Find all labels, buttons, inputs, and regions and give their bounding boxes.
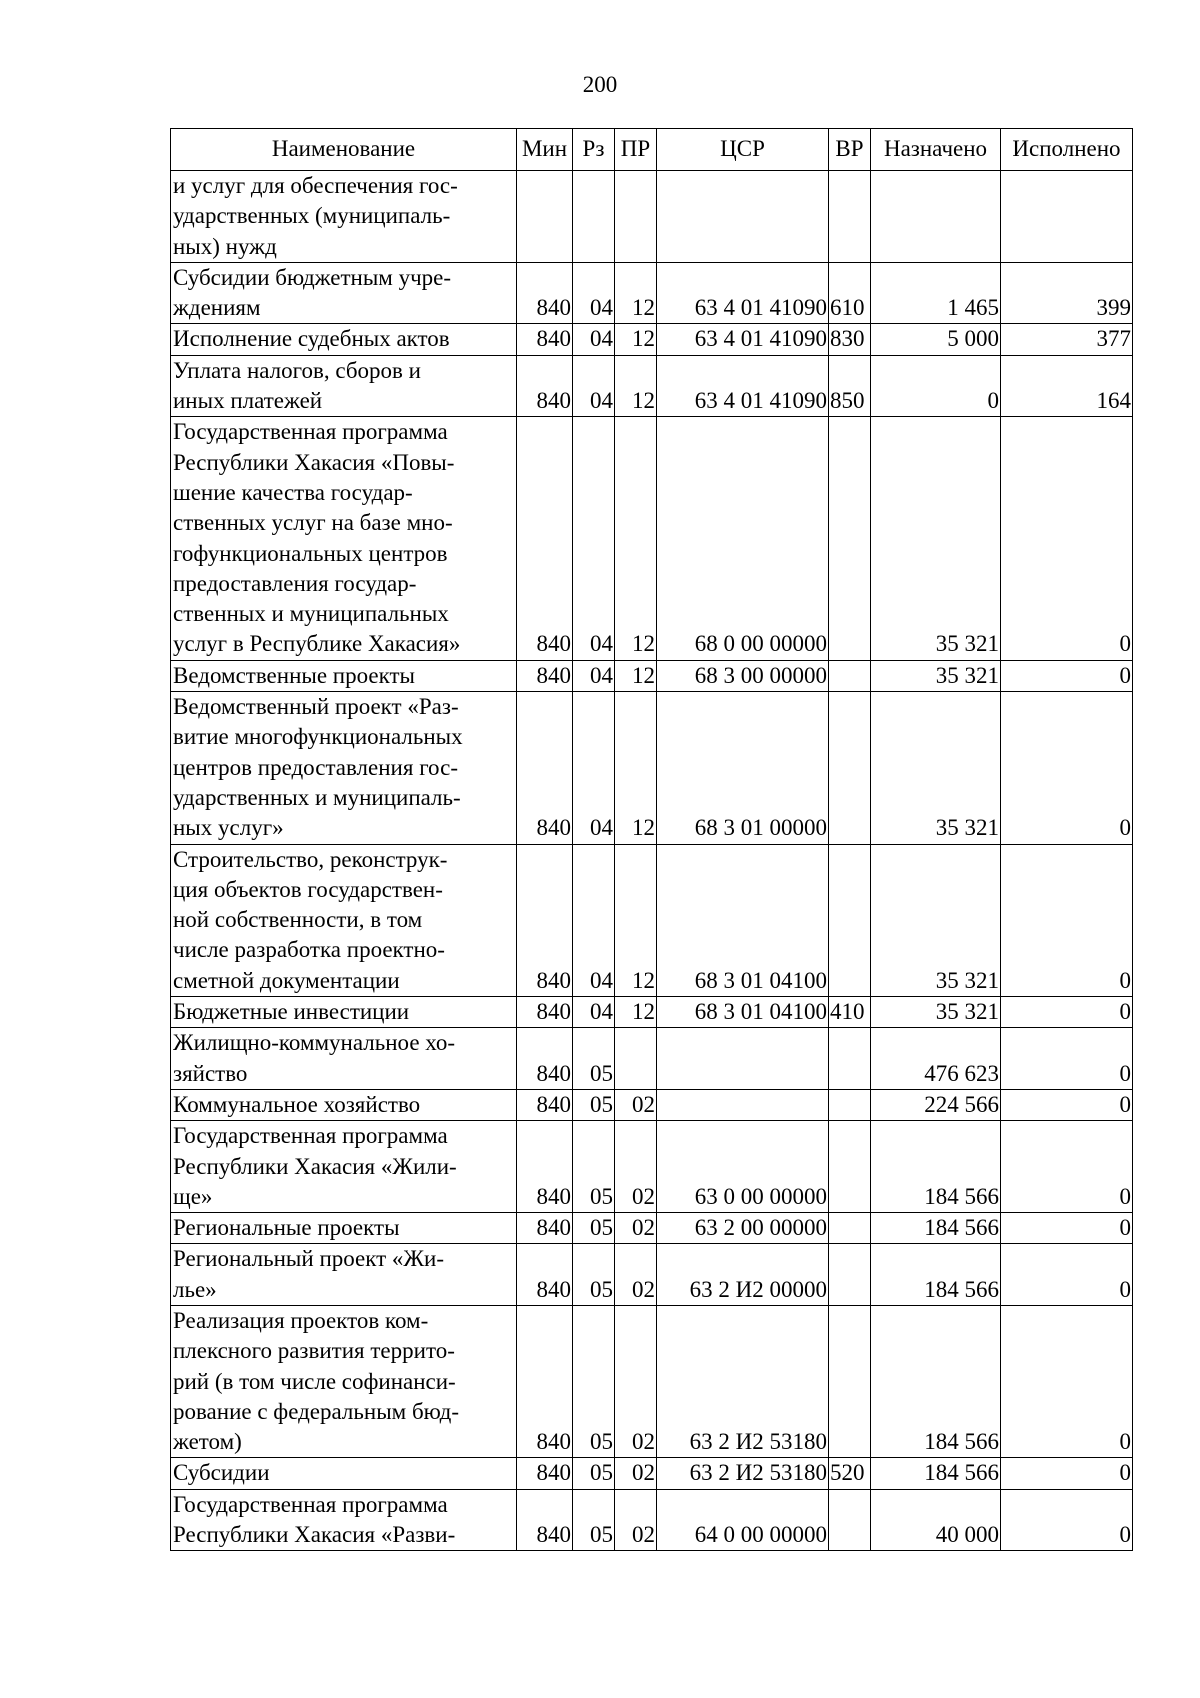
row-name-line: Коммунальное хозяйство (173, 1091, 421, 1117)
row-rz-cell: 05 (573, 1028, 615, 1090)
row-name-line: Ведомственные проекты (173, 662, 415, 688)
row-csr-cell: 64 0 00 00000 (657, 1489, 829, 1551)
row-vr-cell (829, 171, 871, 263)
row-name-line: жетом) (173, 1429, 242, 1455)
row-assigned-cell: 5 000 (871, 324, 1001, 355)
row-rz-cell: 04 (573, 324, 615, 355)
row-assigned-cell: 1 465 (871, 262, 1001, 324)
row-executed-cell (1001, 171, 1133, 263)
table-row (171, 997, 1133, 1028)
table-row (171, 660, 1133, 691)
column-header-assigned: Назначено (871, 129, 1001, 171)
row-name-line: Ведомственный проект «Раз- (173, 694, 459, 720)
row-name-line: услуг в Республике Хакасия» (173, 631, 461, 657)
row-name-cell (171, 171, 517, 263)
table-row (171, 1213, 1133, 1244)
row-min-cell: 840 (517, 844, 573, 996)
row-name-line: ударственных (муниципаль- (173, 203, 451, 229)
table-row (171, 417, 1133, 660)
row-name-line: Республики Хакасия «Повы- (173, 449, 455, 475)
row-name-line: Региональные проекты (173, 1215, 400, 1241)
row-csr-cell: 63 2 И2 53180 (657, 1305, 829, 1457)
row-assigned-cell: 184 566 (871, 1244, 1001, 1306)
row-assigned-cell: 224 566 (871, 1089, 1001, 1120)
row-vr-cell (829, 1028, 871, 1090)
row-name-line: Бюджетные инвестиции (173, 999, 410, 1025)
row-executed-cell: 399 (1001, 262, 1133, 324)
row-name-line: предоставления государ- (173, 570, 417, 596)
table-row (171, 324, 1133, 355)
row-executed-cell: 0 (1001, 1121, 1133, 1213)
row-vr-cell (829, 1244, 871, 1306)
row-min-cell: 840 (517, 1489, 573, 1551)
row-name-line: Государственная программа (173, 419, 448, 445)
row-executed-cell: 0 (1001, 1089, 1133, 1120)
row-name-cell (171, 1305, 517, 1457)
row-vr-cell (829, 1305, 871, 1457)
row-min-cell: 840 (517, 1244, 573, 1306)
row-csr-cell: 63 4 01 41090 (657, 324, 829, 355)
page-number: 200 (582, 72, 618, 97)
row-name-line: гофункциональных центров (173, 540, 448, 566)
row-min-cell: 840 (517, 1213, 573, 1244)
row-csr-cell: 68 3 01 04100 (657, 844, 829, 996)
row-csr-cell: 63 0 00 00000 (657, 1121, 829, 1213)
row-name-cell (171, 1028, 517, 1090)
row-rz-cell: 05 (573, 1121, 615, 1213)
row-pr-cell: 02 (615, 1121, 657, 1213)
row-name-line: Реализация проектов ком- (173, 1307, 429, 1333)
row-assigned-cell: 35 321 (871, 692, 1001, 844)
row-executed-cell: 0 (1001, 1305, 1133, 1457)
row-name-cell (171, 844, 517, 996)
column-header-pr: ПР (615, 129, 657, 171)
row-assigned-cell: 184 566 (871, 1305, 1001, 1457)
row-csr-cell: 68 3 01 04100 (657, 997, 829, 1028)
row-assigned-cell: 184 566 (871, 1213, 1001, 1244)
row-name-line: иных платежей (173, 388, 323, 414)
row-executed-cell: 0 (1001, 692, 1133, 844)
row-vr-cell (829, 1089, 871, 1120)
row-rz-cell: 04 (573, 262, 615, 324)
row-pr-cell: 12 (615, 355, 657, 417)
row-name-cell (171, 324, 517, 355)
row-executed-cell: 0 (1001, 844, 1133, 996)
row-rz-cell: 05 (573, 1244, 615, 1306)
row-rz-cell: 05 (573, 1305, 615, 1457)
row-assigned-cell: 184 566 (871, 1458, 1001, 1489)
row-rz-cell: 05 (573, 1089, 615, 1120)
column-header-rz: Рз (573, 129, 615, 171)
table-row (171, 844, 1133, 996)
row-name-line: ных услуг» (173, 815, 284, 841)
row-rz-cell (573, 171, 615, 263)
table-row (171, 171, 1133, 263)
row-assigned-cell: 184 566 (871, 1121, 1001, 1213)
table-row (171, 692, 1133, 844)
row-name-line: Республики Хакасия «Жили- (173, 1153, 457, 1179)
column-header-name: Наименование (171, 129, 517, 171)
row-name-line: лье» (173, 1276, 217, 1302)
table-row (171, 1305, 1133, 1457)
row-pr-cell: 12 (615, 417, 657, 660)
row-min-cell (517, 171, 573, 263)
row-assigned-cell: 35 321 (871, 417, 1001, 660)
row-name-line: Государственная программа (173, 1491, 448, 1517)
row-name-line: числе разработка проектно- (173, 937, 445, 963)
row-vr-cell (829, 1213, 871, 1244)
row-executed-cell: 377 (1001, 324, 1133, 355)
table-header-row (171, 129, 1133, 171)
row-name-line: ных) нужд (173, 233, 277, 259)
row-name-line: ственных и муниципальных (173, 601, 449, 627)
row-pr-cell: 12 (615, 844, 657, 996)
row-name-line: Региональный проект «Жи- (173, 1246, 444, 1272)
row-executed-cell: 0 (1001, 1489, 1133, 1551)
row-assigned-cell: 35 321 (871, 660, 1001, 691)
row-name-line: рий (в том числе софинанси- (173, 1368, 456, 1394)
row-assigned-cell: 40 000 (871, 1489, 1001, 1551)
row-name-line: Государственная программа (173, 1123, 448, 1149)
row-rz-cell: 05 (573, 1458, 615, 1489)
row-min-cell: 840 (517, 324, 573, 355)
row-csr-cell (657, 1028, 829, 1090)
row-name-line: и услуг для обеспечения гос- (173, 173, 458, 198)
row-executed-cell: 0 (1001, 1458, 1133, 1489)
row-vr-cell (829, 844, 871, 996)
row-rz-cell: 04 (573, 660, 615, 691)
row-name-line: Субсидии (173, 1460, 270, 1486)
row-name-line: рование с федеральным бюд- (173, 1398, 460, 1424)
row-executed-cell: 0 (1001, 1028, 1133, 1090)
row-executed-cell: 0 (1001, 417, 1133, 660)
row-name-line: Жилищно-коммунальное хо- (173, 1030, 456, 1056)
row-name-line: Строительство, реконструк- (173, 846, 448, 872)
row-min-cell: 840 (517, 262, 573, 324)
row-name-line: шение качества государ- (173, 479, 413, 505)
row-name-cell (171, 1089, 517, 1120)
table-row (171, 355, 1133, 417)
row-name-cell (171, 1213, 517, 1244)
row-name-line: плексного развития террито- (173, 1338, 455, 1364)
row-vr-cell: 850 (829, 355, 871, 417)
row-name-line: Субсидии бюджетным учре- (173, 264, 452, 290)
row-pr-cell: 02 (615, 1244, 657, 1306)
row-min-cell: 840 (517, 417, 573, 660)
row-vr-cell: 610 (829, 262, 871, 324)
row-csr-cell: 63 4 01 41090 (657, 262, 829, 324)
row-min-cell: 840 (517, 1458, 573, 1489)
table-row (171, 1028, 1133, 1090)
row-executed-cell: 0 (1001, 1213, 1133, 1244)
row-name-line: ция объектов государствен- (173, 876, 443, 902)
row-rz-cell: 04 (573, 355, 615, 417)
row-csr-cell (657, 171, 829, 263)
row-executed-cell: 0 (1001, 1244, 1133, 1306)
row-min-cell: 840 (517, 1305, 573, 1457)
row-vr-cell (829, 692, 871, 844)
row-name-cell (171, 262, 517, 324)
row-name-cell (171, 660, 517, 691)
row-assigned-cell: 476 623 (871, 1028, 1001, 1090)
row-min-cell: 840 (517, 1121, 573, 1213)
row-pr-cell: 12 (615, 324, 657, 355)
table-row (171, 1121, 1133, 1213)
row-min-cell: 840 (517, 1028, 573, 1090)
row-pr-cell: 02 (615, 1458, 657, 1489)
row-pr-cell: 12 (615, 692, 657, 844)
row-pr-cell (615, 1028, 657, 1090)
row-pr-cell: 12 (615, 262, 657, 324)
row-min-cell: 840 (517, 692, 573, 844)
row-rz-cell: 04 (573, 997, 615, 1028)
row-name-line: зяйство (173, 1060, 248, 1086)
row-executed-cell: 0 (1001, 997, 1133, 1028)
row-name-line: Исполнение судебных актов (173, 326, 450, 352)
row-name-cell (171, 355, 517, 417)
row-executed-cell: 164 (1001, 355, 1133, 417)
table-row (171, 1089, 1133, 1120)
row-rz-cell: 05 (573, 1489, 615, 1551)
row-executed-cell: 0 (1001, 660, 1133, 691)
table-body (171, 171, 1133, 1551)
table-row (171, 1458, 1133, 1489)
row-assigned-cell: 35 321 (871, 997, 1001, 1028)
row-vr-cell: 520 (829, 1458, 871, 1489)
row-csr-cell (657, 1089, 829, 1120)
row-csr-cell: 63 2 И2 00000 (657, 1244, 829, 1306)
table-row (171, 262, 1133, 324)
row-name-line: Республики Хакасия «Разви- (173, 1522, 456, 1548)
column-header-min: Мин (517, 129, 573, 171)
row-pr-cell: 02 (615, 1305, 657, 1457)
row-assigned-cell: 35 321 (871, 844, 1001, 996)
row-pr-cell: 02 (615, 1213, 657, 1244)
row-vr-cell (829, 1489, 871, 1551)
row-csr-cell: 63 2 И2 53180 (657, 1458, 829, 1489)
row-assigned-cell (871, 171, 1001, 263)
row-name-line: ственных услуг на базе мно- (173, 510, 453, 536)
row-vr-cell: 830 (829, 324, 871, 355)
row-name-line: сметной документации (173, 967, 400, 993)
row-name-line: ждениям (173, 295, 261, 321)
row-name-cell (171, 1244, 517, 1306)
table-row (171, 1244, 1133, 1306)
row-pr-cell (615, 171, 657, 263)
row-assigned-cell: 0 (871, 355, 1001, 417)
row-pr-cell: 12 (615, 997, 657, 1028)
row-csr-cell: 68 0 00 00000 (657, 417, 829, 660)
row-pr-cell: 12 (615, 660, 657, 691)
row-name-line: Уплата налогов, сборов и (173, 357, 421, 383)
row-vr-cell (829, 417, 871, 660)
row-pr-cell: 02 (615, 1089, 657, 1120)
row-vr-cell (829, 660, 871, 691)
row-pr-cell: 02 (615, 1489, 657, 1551)
row-name-line: ударственных и муниципаль- (173, 784, 461, 810)
row-name-cell (171, 692, 517, 844)
row-name-line: витие многофункциональных (173, 724, 463, 750)
row-csr-cell: 63 2 00 00000 (657, 1213, 829, 1244)
row-vr-cell (829, 1121, 871, 1213)
row-csr-cell: 63 4 01 41090 (657, 355, 829, 417)
row-min-cell: 840 (517, 355, 573, 417)
row-min-cell: 840 (517, 997, 573, 1028)
row-name-cell (171, 997, 517, 1028)
row-min-cell: 840 (517, 660, 573, 691)
row-name-cell (171, 1458, 517, 1489)
row-rz-cell: 04 (573, 692, 615, 844)
row-name-cell (171, 417, 517, 660)
row-csr-cell: 68 3 00 00000 (657, 660, 829, 691)
row-name-line: центров предоставления гос- (173, 754, 458, 780)
row-vr-cell: 410 (829, 997, 871, 1028)
column-header-vr: ВР (829, 129, 871, 171)
budget-table (170, 128, 1133, 1551)
column-header-executed: Исполнено (1001, 129, 1133, 171)
row-name-line: ще» (173, 1183, 213, 1209)
row-rz-cell: 05 (573, 1213, 615, 1244)
row-name-cell (171, 1121, 517, 1213)
table-row (171, 1489, 1133, 1551)
row-min-cell: 840 (517, 1089, 573, 1120)
row-name-cell (171, 1489, 517, 1551)
row-rz-cell: 04 (573, 417, 615, 660)
row-rz-cell: 04 (573, 844, 615, 996)
row-csr-cell: 68 3 01 00000 (657, 692, 829, 844)
column-header-csr: ЦСР (657, 129, 829, 171)
row-name-line: ной собственности, в том (173, 907, 423, 933)
